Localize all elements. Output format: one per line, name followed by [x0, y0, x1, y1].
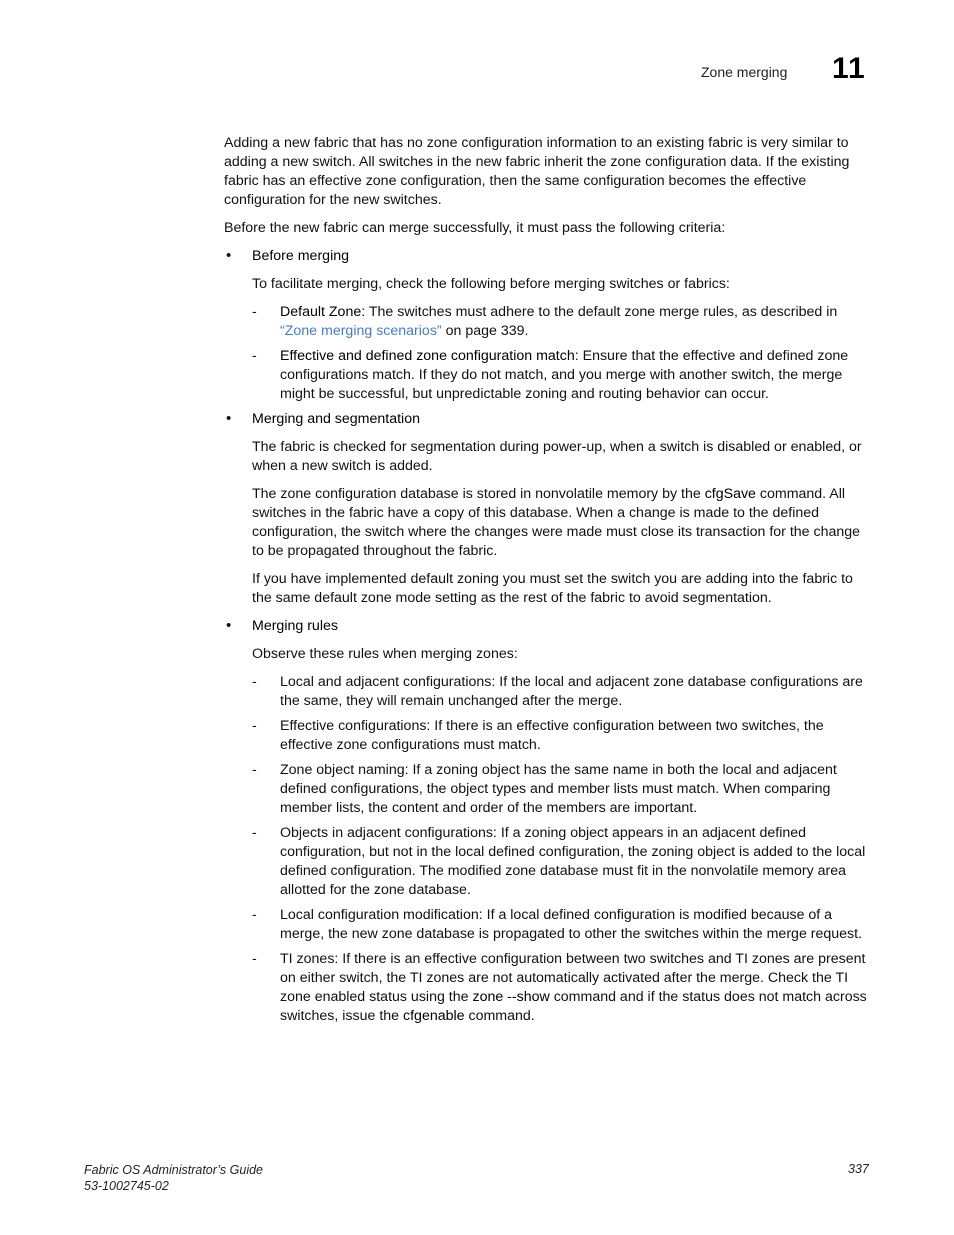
- page-number: 337: [848, 1162, 869, 1176]
- intro-paragraph: Adding a new fabric that has no zone configuration information to an existing fabric is very similar to adding a new switch. All switches in the new fabric inherit the zone configuration data. If the existing fabric has an effective zone configuration, then the same configuration becomes the effective configuration for the new switches.: [224, 135, 850, 208]
- text-run: command. All switches in the fabric have a copy of this database. When a change is made to the defined configuration, the switch where the changes were made must close its transaction for the change to be propagated throughout the fabric.: [252, 486, 861, 559]
- bullet-merging-segmentation: [224, 410, 869, 429]
- dash-icon: -: [252, 951, 257, 967]
- list-item-default-zone: [252, 303, 869, 341]
- rule-item: [252, 717, 869, 755]
- bullet-merging-rules: [224, 617, 869, 636]
- database-text: [252, 485, 869, 561]
- bullet-icon: •: [226, 247, 232, 264]
- dash-icon: -: [252, 304, 257, 320]
- rule-item: [252, 824, 869, 900]
- default-zoning-text: If you have implemented default zoning you must set the switch you are adding into the fabric to the same default zone mode setting as the rest of the fabric to avoid segmentation.: [252, 571, 853, 606]
- bullet-icon: •: [226, 410, 232, 427]
- rule-text: Objects in adjacent configurations: If a zoning object appears in an adjacent defined configuration, but not in the local defined configuration, the zoning object is added to the local defined configuration. The modified zone database must fit in the nonvolatile memory area allotted for the zone database.: [280, 825, 866, 898]
- dash-icon: -: [252, 674, 257, 690]
- footer-doc-info: [84, 1162, 263, 1194]
- chapter-number: 11: [832, 52, 866, 85]
- dash-icon: -: [252, 825, 257, 841]
- term-label: Effective and defined zone configuration match: [280, 348, 575, 364]
- item-text: on page 339.: [441, 323, 529, 339]
- command-name: cfgSave: [704, 486, 756, 502]
- dash-icon: -: [252, 907, 257, 923]
- rule-text: TI zones: If there is an effective configuration between two switches and TI zones are present on either switch, the TI zones are not automatically activated after the merge. Check the TI zone enabled status using the: [280, 951, 866, 1005]
- dash-icon: -: [252, 348, 257, 364]
- item-text: : Ensure that the effective and defined zone configurations match. If they do not match, and you merge with another switch, the merge might be successful, but unpredictable zoning and routing behavior can occur.: [280, 348, 849, 402]
- dash-icon: -: [252, 718, 257, 734]
- rule-text: Local and adjacent configurations: If the local and adjacent zone database configurations are the same, they will remain unchanged after the merge.: [280, 674, 863, 709]
- list-item-config-match: [252, 347, 869, 404]
- bullet-before-merging: [224, 247, 869, 266]
- rule-item: [252, 950, 869, 1026]
- rule-item: [252, 673, 869, 711]
- footer-title: Fabric OS Administrator’s Guide: [84, 1163, 263, 1177]
- before-merging-text: To facilitate merging, check the following before merging switches or fabrics:: [252, 276, 730, 292]
- segmentation-body: [224, 438, 869, 608]
- dash-icon: -: [252, 762, 257, 778]
- item-text: The switches must adhere to the default zone merge rules, as described in: [365, 304, 838, 320]
- bullet-title: Before merging: [252, 248, 349, 264]
- segmentation-text: The fabric is checked for segmentation during power-up, when a switch is disabled or enabled, or when a new switch is added.: [252, 439, 862, 474]
- rule-item: [252, 761, 869, 818]
- merging-rules-body: [224, 645, 869, 1026]
- bullet-icon: •: [226, 617, 232, 634]
- cross-reference-link[interactable]: “Zone merging scenarios”: [280, 323, 442, 339]
- rule-item: [252, 906, 869, 944]
- bullet-title: Merging rules: [252, 618, 338, 634]
- criteria-intro: Before the new fabric can merge successfully, it must pass the following criteria:: [224, 220, 726, 236]
- command-name: cfgenable: [403, 1008, 465, 1024]
- rule-text: command.: [464, 1008, 535, 1024]
- bullet-title: Merging and segmentation: [252, 411, 420, 427]
- page-body: [224, 134, 869, 1032]
- footer-doc-number: 53-1002745-02: [84, 1179, 169, 1193]
- rule-text: Effective configurations: If there is an effective configuration between two switches, the effective zone configurations must match.: [280, 718, 824, 753]
- rule-text: command and if the status does not match across switches, issue the: [280, 989, 867, 1024]
- rules-intro: Observe these rules when merging zones:: [252, 646, 518, 662]
- command-name: zone --show: [472, 989, 550, 1005]
- term-label: Default Zone:: [280, 304, 366, 320]
- text-run: The zone configuration database is stored in nonvolatile memory by the: [252, 486, 705, 502]
- before-merging-body: [224, 275, 869, 404]
- rule-text: Zone object naming: If a zoning object has the same name in both the local and adjacent defined configurations, the object types and member lists must match. When comparing member lists, the content and order of the members are important.: [280, 762, 837, 816]
- rule-text: Local configuration modification: If a local defined configuration is modified because of a merge, the new zone database is propagated to other the switches within the merge request.: [280, 907, 863, 942]
- running-header-section: Zone merging: [701, 64, 788, 80]
